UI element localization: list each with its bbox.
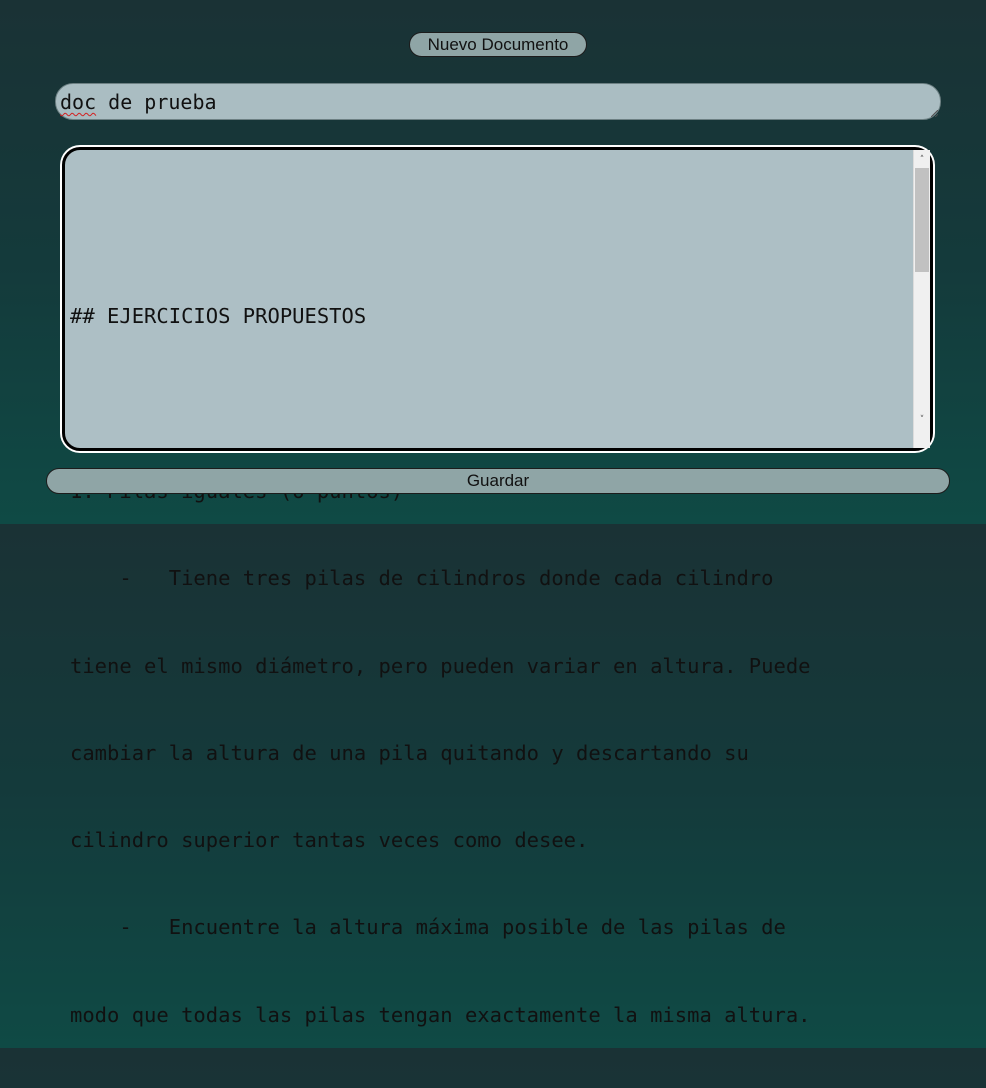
content-line: cilindro superior tantas veces como desee. <box>70 828 589 853</box>
title-text: de prueba <box>96 90 217 114</box>
resize-grip-icon[interactable] <box>931 110 938 117</box>
content-line: - Encuentre la altura máxima posible de las pilas de <box>70 915 786 940</box>
content-line: modo que todas las pilas tengan exactamente la misma altura. <box>70 1002 811 1027</box>
document-title-input[interactable] <box>55 83 941 120</box>
content-line: - Tiene tres pilas de cilindros donde cada cilindro <box>70 566 774 591</box>
content-line: tiene el mismo diámetro, pero pueden variar en altura. Puede <box>70 653 811 678</box>
scroll-up-icon[interactable]: ˄ <box>919 155 925 165</box>
vertical-scrollbar[interactable] <box>913 150 930 448</box>
new-document-button[interactable]: Nuevo Documento <box>409 32 587 57</box>
scroll-down-icon[interactable]: ˅ <box>919 415 925 425</box>
content-line: cambiar la altura de una pila quitando y descartando su <box>70 740 749 765</box>
save-button[interactable]: Guardar <box>46 468 950 494</box>
content-line <box>70 215 912 244</box>
content-line <box>70 390 912 419</box>
scrollbar-thumb[interactable] <box>915 168 929 272</box>
document-content-text <box>70 157 912 1088</box>
title-misspelled-word: doc <box>60 90 97 114</box>
content-line: ## EJERCICIOS PROPUESTOS <box>70 304 367 329</box>
